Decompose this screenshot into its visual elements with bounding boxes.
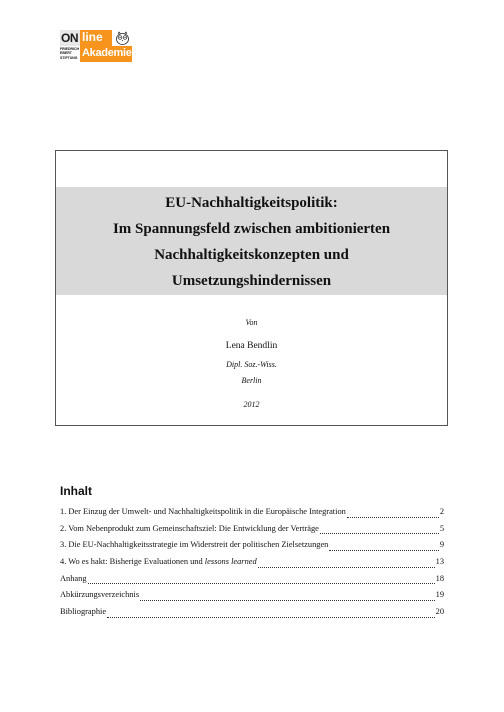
title-line-2: Im Spannungsfeld zwischen ambitionierten bbox=[112, 221, 391, 237]
publication-year: 2012 bbox=[243, 400, 260, 409]
table-of-contents bbox=[60, 507, 444, 624]
toc-leader-dots bbox=[329, 550, 438, 551]
title-line-3: Nachhaltigkeitskonzepten und bbox=[154, 247, 349, 263]
logo-line-block bbox=[80, 30, 112, 46]
foundation-line-2: EBERT bbox=[60, 51, 72, 56]
author-city: Berlin bbox=[241, 376, 262, 385]
logo-on-text: ON bbox=[61, 31, 78, 45]
toc-entry-page: 5 bbox=[439, 523, 444, 533]
toc-leader-dots bbox=[320, 533, 439, 534]
toc-entry-page: 2 bbox=[439, 507, 444, 516]
title-band bbox=[56, 187, 447, 295]
toc-entry[interactable] bbox=[60, 524, 444, 541]
toc-entry-page: 19 bbox=[435, 590, 444, 600]
owl-icon bbox=[114, 31, 131, 45]
toc-leader-dots bbox=[258, 567, 435, 568]
logo-on-block bbox=[60, 30, 80, 46]
toc-heading: Inhalt bbox=[60, 484, 92, 498]
toc-entry[interactable] bbox=[60, 574, 444, 591]
von-label: Von bbox=[245, 318, 258, 327]
toc-entry-page: 18 bbox=[435, 573, 444, 583]
logo-akademie-text: Akademie bbox=[82, 47, 132, 59]
toc-entry-label-italic: lessons learned bbox=[204, 557, 257, 567]
toc-entry[interactable] bbox=[60, 507, 444, 524]
toc-leader-dots bbox=[107, 617, 435, 618]
foundation-line-1: FRIEDRICH bbox=[60, 47, 80, 51]
toc-entry[interactable] bbox=[60, 540, 444, 557]
title-box bbox=[55, 150, 448, 426]
toc-leader-dots bbox=[347, 517, 439, 518]
toc-entry-label bbox=[60, 557, 257, 566]
toc-entry[interactable] bbox=[60, 590, 444, 607]
toc-entry-label: Anhang bbox=[60, 573, 87, 583]
toc-entry-label: 3. Die EU-Nachhaltigkeitsstrategie im Widerstreit der politischen Zielsetzungen bbox=[60, 540, 329, 550]
toc-entry-label-text: 4. Wo es hakt: Bisherige Evaluationen und bbox=[60, 557, 205, 567]
toc-entry[interactable] bbox=[60, 557, 444, 574]
toc-entry-label: 2. Vom Nebenprodukt zum Gemeinschaftsziel: Die Entwicklung der Verträge bbox=[60, 523, 319, 533]
foundation-line-3: STIFTUNG bbox=[60, 55, 78, 60]
online-akademie-logo bbox=[60, 30, 132, 62]
author-degree: Dipl. Soz.-Wiss. bbox=[226, 360, 277, 369]
toc-entry-label: 1. Der Einzug der Umwelt- und Nachhaltigkeitspolitik in die Europäische Integration bbox=[60, 507, 346, 516]
logo-line-text: line bbox=[82, 30, 103, 44]
title-line-4: Umsetzungshindernissen bbox=[171, 273, 332, 289]
toc-leader-dots bbox=[140, 600, 435, 601]
title-line-1: EU-Nachhaltigkeitspolitik: bbox=[165, 195, 338, 211]
foundation-wordmark bbox=[60, 47, 80, 62]
author-name: Lena Bendlin bbox=[225, 341, 278, 351]
toc-entry-page: 13 bbox=[435, 557, 444, 567]
toc-entry[interactable] bbox=[60, 607, 444, 624]
toc-entry-page: 9 bbox=[439, 540, 444, 550]
toc-leader-dots bbox=[88, 583, 435, 584]
toc-entry-label: Abkürzungsverzeichnis bbox=[60, 590, 140, 600]
toc-entry-page: 20 bbox=[435, 607, 444, 617]
toc-entry-label: Bibliographie bbox=[60, 607, 107, 617]
logo-akademie-block bbox=[80, 46, 132, 62]
